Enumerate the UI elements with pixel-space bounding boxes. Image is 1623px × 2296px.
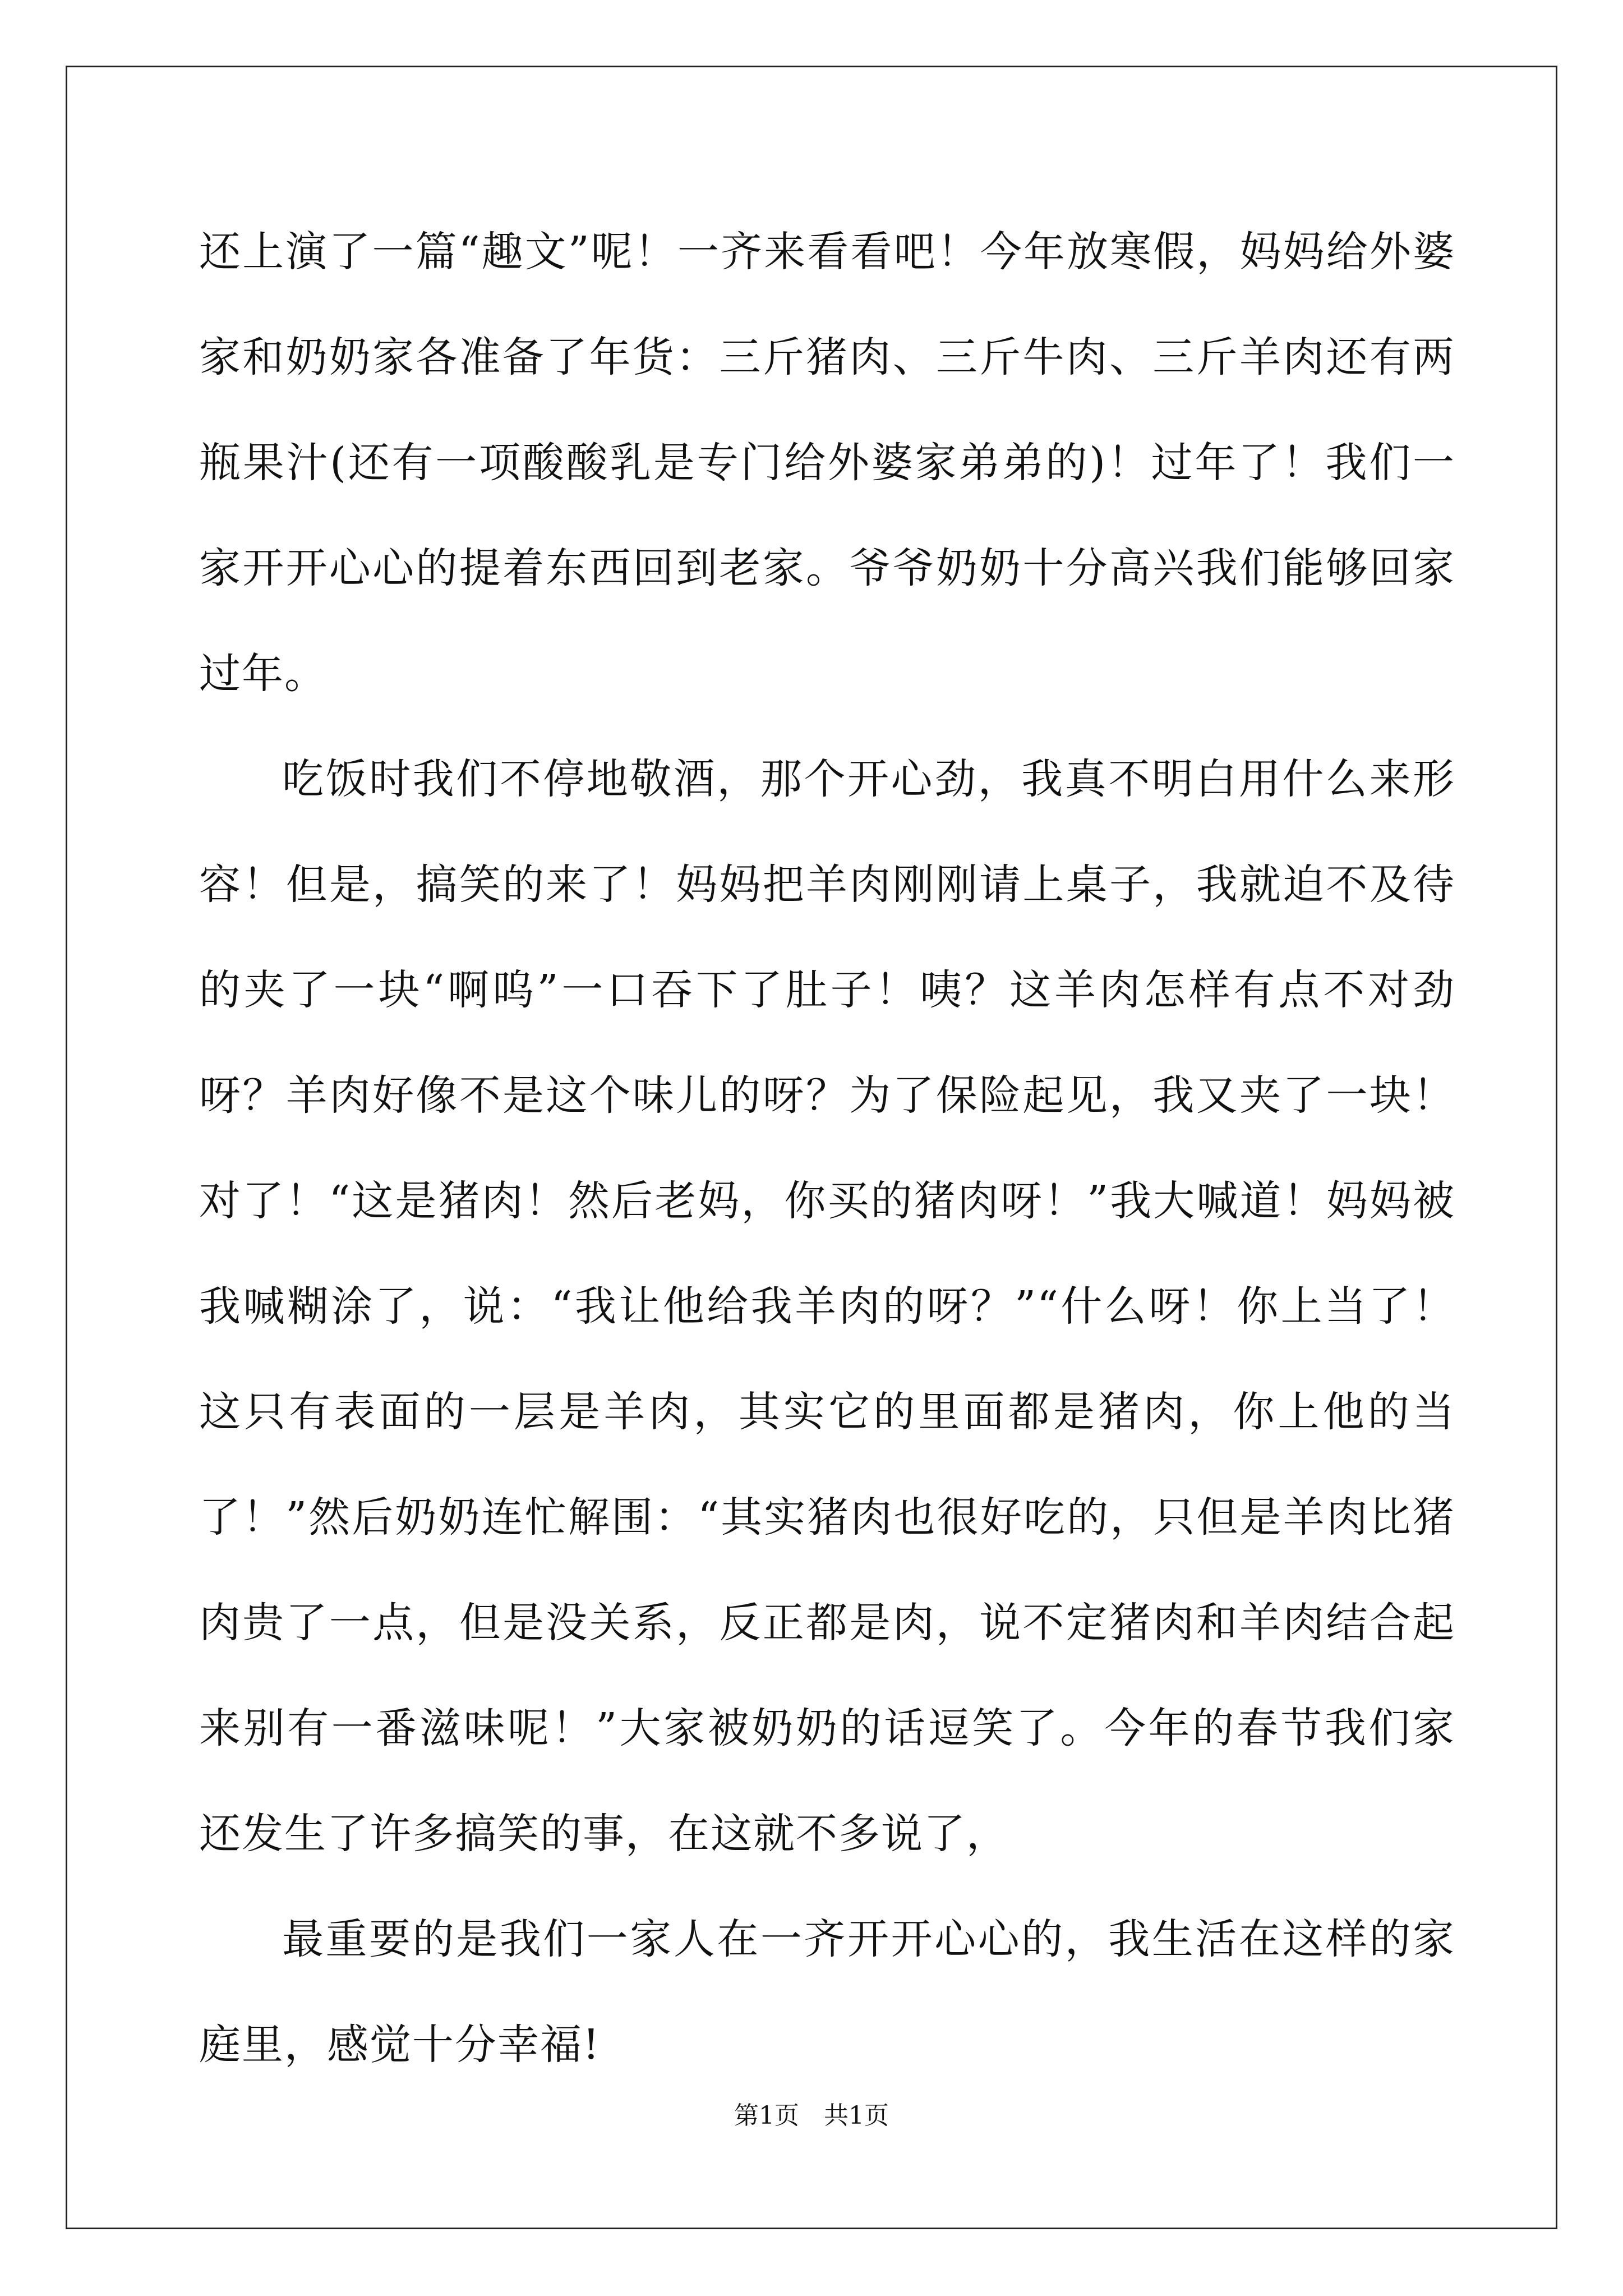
document-body — [199, 199, 1455, 2097]
paragraph-2: 吃饭时我们不停地敬酒，那个开心劲，我真不明白用什么来形容！但是，搞笑的来了！妈妈把羊肉刚刚请上桌子，我就迫不及待的夹了一块“啊呜”一口吞下了肚子！咦？这羊肉怎样有点不对劲呀？羊肉好像不是这个味儿的呀？为了保险起见，我又夹了一块！对了！“这是猪肉！然后老妈，你买的猪肉呀！”我大喊道！妈妈被我喊糊涂了，说：“我让他给我羊肉的呀？”“什么呀！你上当了！这只有表面的一层是羊肉，其实它的里面都是猪肉，你上他的当了！”然后奶奶连忙解围：“其实猪肉也很好吃的，只但是羊肉比猪肉贵了一点，但是没关系，反正都是肉，说不定猪肉和羊肉结合起来别有一番滋味呢！”大家被奶奶的话逗笑了。今年的春节我们家还发生了许多搞笑的事，在这就不多说了， — [199, 755, 1455, 1858]
paragraph-3: 最重要的是我们一家人在一齐开开心心的，我生活在这样的家庭里，感觉十分幸福! — [199, 1915, 1455, 2069]
paragraph-1: 还上演了一篇“趣文”呢！一齐来看看吧！今年放寒假，妈妈给外婆家和奶奶家各准备了年货：三斤猪肉、三斤牛肉、三斤羊肉还有两瓶果汁(还有一项酸酸乳是专门给外婆家弟弟的)！过年了！我们一家开开心心的提着东西回到老家。爷爷奶奶十分高兴我们能够回家过年。 — [199, 228, 1455, 698]
page-number-footer: 第1页 共1页 — [734, 2101, 889, 2130]
